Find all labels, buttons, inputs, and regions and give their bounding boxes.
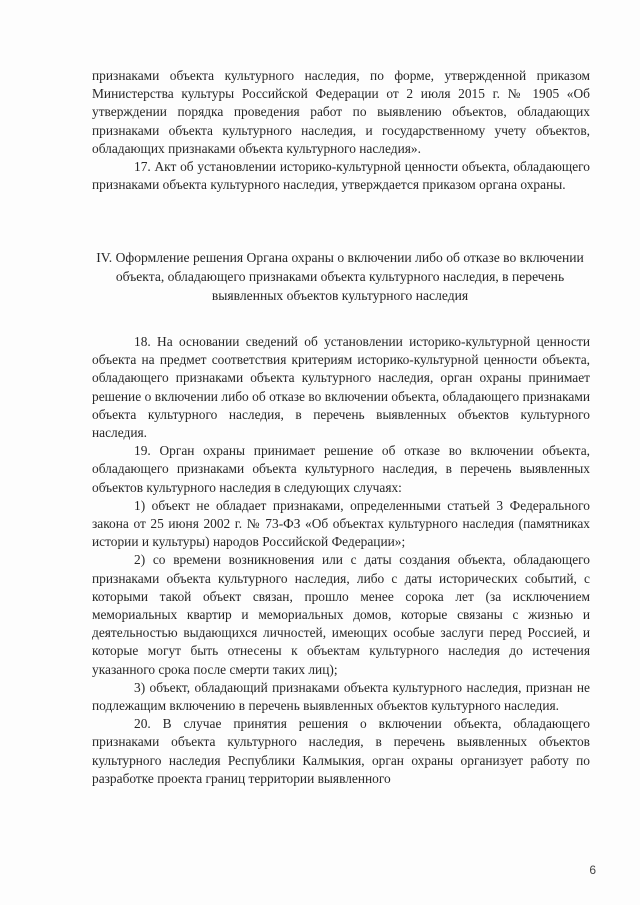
paragraph-item-17: 17. Акт об установлении историко-культурной ценности объекта, обладающего признаками объекта культурного наследия, утверждается приказом органа охраны.: [92, 159, 590, 193]
paragraph-item-19-2: 2) со времени возникновения или с даты создания объекта, обладающего признаками объекта культурного наследия, либо с даты исторических событий, с которыми такой объект связан, прошло менее сорока лет (за исключением мемориальных квартир и мемориальных домов, которые связаны с жизнью и деятельностью выдающихся личностей, имеющих особые заслуги перед Россией, и которые могут быть отнесены к объектам культурного наследия до истечения указанного срока после смерти таких лиц);: [92, 552, 590, 677]
text-block-main: [92, 333, 590, 788]
section-heading: IV. Оформление решения Органа охраны о включении либо об отказе во включении объекта, обладающего признаками объекта культурного наследия, в перечень выявленных объектов культурного наследия: [96, 250, 584, 303]
paragraph-intro-continuation: признаками объекта культурного наследия, по форме, утвержденной приказом Министерства культуры Российской Федерации от 2 июля 2015 г. № 1905 «Об утверждении порядка проведения работ по выявлению объектов, обладающих признаками объекта культурного наследия, и государственному учету объектов, обладающих признаками объекта культурного наследия».: [92, 68, 590, 156]
paragraph-item-19-1: 1) объект не обладает признаками, определенными статьей 3 Федерального закона от 25 июня 2002 г. № 73-ФЗ «Об объектах культурного наследия (памятниках истории и культуры) народов Российской Федерации»;: [92, 497, 590, 550]
paragraph-item-18: 18. На основании сведений об установлении историко-культурной ценности объекта на предмет соответствия критериям историко-культурной ценности объекта, обладающего признаками объекта культурного наследия, орган охраны принимает решение о включении либо об отказе во включении объекта, обладающего признаками объекта культурного наследия, в перечень выявленных объектов культурного наследия.: [92, 334, 590, 441]
paragraph-item-19: 19. Орган охраны принимает решение об отказе во включении объекта, обладающего признаками объекта культурного наследия, в перечень выявленных объектов культурного наследия в следующих случаях:: [92, 443, 590, 495]
text-block-top: [92, 67, 590, 194]
paragraph-item-20: 20. В случае принятия решения о включении объекта, обладающего признаками объекта культурного наследия, в перечень выявленных объектов культурного наследия Республики Калмыкия, орган охраны организует работу по разработке проекта границ территории выявленного: [92, 716, 590, 786]
paragraph-item-19-3: 3) объект, обладающий признаками объекта культурного наследия, признан не подлежащим включению в перечень выявленных объектов культурного наследия.: [92, 679, 590, 714]
page-number: 6: [589, 863, 596, 877]
